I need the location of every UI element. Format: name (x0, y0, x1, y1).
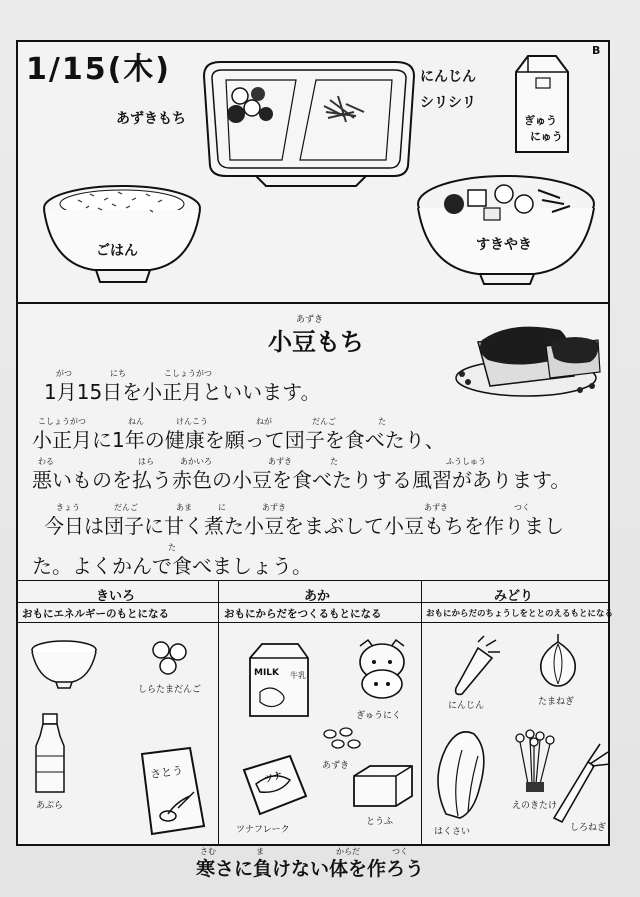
ruby-ta-3: た (168, 543, 176, 552)
ruby-fuushuu: ふうしゅう (446, 457, 486, 466)
carrot-icon (448, 636, 504, 698)
group-yellow-desc: おもにエネルギーのもとになる (22, 608, 169, 620)
ruby-ta-2: た (330, 457, 338, 466)
group-green-desc: おもにからだのちょうしをととのえるもとになる (426, 609, 614, 619)
ruby-kenkou: けんこう (176, 417, 208, 426)
tuna-can-label: ツナ (263, 770, 284, 786)
group-green-name: みどり (494, 589, 534, 604)
sukiyaki-bowl-illustration (412, 168, 602, 286)
tray-item-label: あずきもち (116, 111, 186, 127)
group-red-desc: おもにからだをつくるもとになる (224, 608, 382, 620)
divider-group-desc (16, 622, 610, 623)
corner-mark: B (592, 44, 601, 57)
ruby-dango-2: だんご (114, 503, 138, 512)
food-enoki: えのきたけ (512, 801, 558, 811)
sugar-bag-icon (132, 746, 210, 838)
divider-menu-article (16, 302, 610, 304)
divider-article-groups (16, 580, 610, 581)
onion-icon (534, 632, 582, 690)
tuna-flake-icon (240, 752, 310, 818)
food-beef: ぎゅうにく (356, 711, 402, 721)
ruby-hara: はら (138, 457, 154, 466)
article-line-4: 今日は団子に甘く煮た小豆をまぶして小豆もちを作りまし (44, 514, 564, 538)
group-yellow-name: きいろ (96, 589, 136, 604)
title-ruby: あずき (296, 315, 324, 325)
food-azuki: あずき (322, 761, 350, 771)
article-line-2: 小正月に1年の健康を願って団子を食べたり、 (32, 428, 445, 452)
ruby-azuki-3: あずき (424, 503, 448, 512)
article-title: 小豆もち (268, 328, 364, 356)
milk-box-kanji: 牛乳 (290, 671, 306, 680)
date-title: 1/15(木) (26, 52, 172, 87)
rice-bowl-illustration (38, 178, 208, 288)
footer-slogan: 寒さに負けない体を作ろう (196, 858, 425, 880)
food-napa-cabbage: はくさい (434, 827, 471, 837)
napa-cabbage-icon (428, 724, 492, 820)
tray-illustration (196, 56, 422, 186)
ruby-ama: あま (176, 503, 192, 512)
ruby-waru: わる (38, 457, 54, 466)
ruby-tsuku: つく (514, 503, 530, 512)
food-shiratama-dango: しらたまだんご (138, 685, 202, 695)
food-carrot: にんじん (448, 701, 485, 711)
ruby-nen: ねん (128, 417, 144, 426)
footer-ruby-ma: ま (256, 847, 264, 856)
ruby-azuki-2: あずき (262, 503, 286, 512)
oil-bottle-icon (30, 712, 70, 796)
group-red-name: あか (304, 589, 331, 604)
food-tofu: とうふ (366, 817, 394, 827)
food-tuna-flake: ツナフレーク (236, 825, 290, 835)
ruby-akairo: あかいろ (180, 457, 212, 466)
sukiyaki-label: すきやき (476, 237, 532, 253)
food-oil: あぶら (36, 801, 64, 811)
ruby-koshougatsu-1: こしょうがつ (164, 369, 212, 378)
azuki-beans-icon (322, 726, 362, 752)
ruby-ni: に (218, 503, 226, 512)
ruby-koshougatsu-2: こしょうがつ (38, 417, 86, 426)
ruby-nega: ねが (256, 417, 272, 426)
tofu-icon (350, 762, 416, 810)
ruby-ta-1: た (378, 417, 386, 426)
article-line-5: た。よくかんで食べましょう。 (32, 554, 312, 578)
footer-ruby-karada: からだ (336, 847, 360, 856)
shiratama-dango-icon (150, 640, 190, 676)
ruby-gatsu: がつ (56, 369, 72, 378)
milk-box-label: MILK (254, 668, 280, 678)
cow-face-icon (354, 636, 410, 702)
ruby-azuki-1: あずき (268, 457, 292, 466)
leek-icon (548, 742, 614, 822)
footer-ruby-samu: さむ (200, 847, 216, 856)
ruby-dango-1: だんご (312, 417, 336, 426)
rice-bowl-small-icon (30, 638, 100, 690)
divider-yellow-red (218, 580, 219, 846)
rice-label: ごはん (96, 243, 138, 259)
ruby-nichi: にち (110, 369, 126, 378)
side-dish-label-line1: にんじん (420, 69, 476, 85)
article-line-1: 1月15日を小正月といいます。 (44, 380, 321, 404)
food-sugar: さとう (149, 763, 184, 782)
azuki-mochi-illustration (450, 312, 600, 404)
side-dish-label-line2: シリシリ (420, 95, 476, 111)
ruby-kyou: きょう (56, 503, 80, 512)
article-line-3: 悪いものを払う赤色の小豆を食べたりする風習があります。 (32, 468, 571, 492)
food-leek: しろねぎ (570, 823, 607, 833)
milk-label-line2: にゅう (530, 130, 563, 143)
food-onion: たまねぎ (538, 697, 575, 707)
footer-ruby-tsuku: つく (392, 847, 408, 856)
milk-label-line1: ぎゅう (524, 114, 557, 127)
divider-red-green (421, 580, 422, 846)
